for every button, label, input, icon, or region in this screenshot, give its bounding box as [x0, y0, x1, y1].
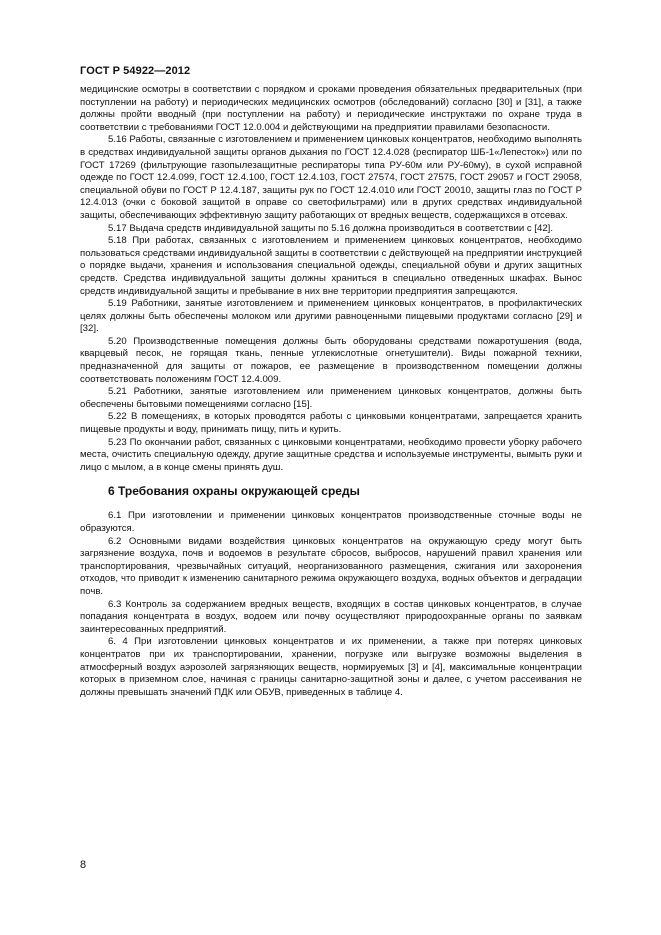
- paragraph-5-18: 5.18 При работах, связанных с изготовлением и применением цинковых концентратов, необходимо пользоваться средствами индивидуальной защиты в соответствии с действующей на предприятии инструкцией о порядке выдачи, хранения и использования специальной одежды, специальной обуви и других защитных средств. Средства индивидуальной защиты должны храниться в специально отведенных шкафах. Вынос средств индивидуальной защиты и пребывание в них вне территории предприятия запрещаются.: [80, 235, 582, 297]
- paragraph-6-1: 6.1 При изготовлении и применении цинковых концентратов производственные сточные воды не образуются.: [80, 510, 582, 534]
- paragraph-6-4: 6. 4 При изготовлении цинковых концентратов и их применении, а также при потерях цинковых концентратов при их транспортировании, хранении, погрузке или выгрузке возможны выделения в атмосферный воздух аэрозолей загрязняющих веществ, нормируемых [3] и [4], максимальные концентрации которых в приземном слое, начиная с границы санитарно-защитной зоны и далее, с учетом рассеивания не должны превышать значений ПДК или ОБУВ, приведенных в таблице 4.: [80, 636, 582, 698]
- paragraph-5-20: 5.20 Производственные помещения должны быть оборудованы средствами пожаротушения (вода, кварцевый песок, не горящая ткань, пенные углекислотные огнетушители). Виды пожарной техники, предназначенной для защиты от пожаров, ее размещение в производственном помещении должны соответствовать положениям ГОСТ 12.4.009.: [80, 335, 582, 385]
- paragraph-continuation: медицинские осмотры в соответствии с порядком и сроками проведения обязательных предварительных (при поступлении на работу) и периодических медицинских осмотров (обследований) согласно [30] и [31], а также должны пройти вводный (при поступлении на работу) и периодические инструктажи по охране труда в соответствии с требованиями ГОСТ 12.0.004 и действующими на предприятии правилами безопасности.: [80, 84, 582, 133]
- paragraph-5-21: 5.21 Работники, занятые изготовлением или применением цинковых концентратов, должны быть обеспечены бытовыми помещениями согласно [15].: [80, 386, 582, 410]
- paragraph-5-16: 5.16 Работы, связанные с изготовлением и применением цинковых концентратов, необходимо выполнять в средствах индивидуальной защиты органов дыхания по ГОСТ 12.4.028 (респиратор ШБ-1«Лепесток») или по ГОСТ 17269 (фильтрующие газопылезащитные респираторы типа РУ-60м или РУ-60му), в сухой исправной одежде по ГОСТ 12.4.099, ГОСТ 12.4.100, ГОСТ 12.4.103, ГОСТ 27574, ГОСТ 27575, ГОСТ 29057 и ГОСТ 29058, специальной обуви по ГОСТ Р 12.4.187, защиты рук по ГОСТ 12.4.010 или ГОСТ 20010, защиты глаз по ГОСТ Р 12.4.013 (очки с боковой защитой в оправе со светофильтрами) или в других средствах индивидуальной защиты, обеспечивающих эффективную защиту работающих от вредных веществ, содержащихся в отсевах.: [80, 134, 582, 221]
- document-header: ГОСТ Р 54922—2012: [80, 65, 191, 77]
- page-number: 8: [80, 859, 87, 871]
- paragraph-5-19: 5.19 Работники, занятые изготовлением и применением цинковых концентратов, в профилактических целях должны быть обеспечены молоком или другими равноценными пищевыми продуктами согласно [29] и [32].: [80, 298, 582, 335]
- section-6-heading: 6 Требования охраны окружающей среды: [108, 484, 360, 499]
- paragraph-5-23: 5.23 По окончании работ, связанных с цинковыми концентратами, необходимо провести уборку рабочего места, очистить специальную одежду, другие защитные средства и используемые инструменты, вымыть руки и лицо с мылом, а в конце смены принять душ.: [80, 436, 582, 473]
- paragraph-5-17: 5.17 Выдача средств индивидуальной защиты по 5.16 должна производиться в соответствии с [42].: [108, 222, 553, 234]
- paragraph-6-3: 6.3 Контроль за содержанием вредных веществ, входящих в состав цинковых концентратов, в случае попадания концентрата в воздух, водоем или почву осуществляют природоохранные органы по заявкам заинтересованных предприятий.: [80, 598, 582, 635]
- paragraph-5-22: 5.22 В помещениях, в которых проводятся работы с цинковыми концентратами, запрещается хранить пищевые продукты и воду, принимать пищу, пить и курить.: [80, 411, 582, 436]
- document-body: [80, 84, 582, 699]
- paragraph-6-2: 6.2 Основными видами воздействия цинковых концентратов на окружающую среду могут быть загрязнение воздуха, почв и водоемов в результате сбросов, выбросов, нарушений правил хранения или транспортирования, чрезвычайных ситуаций, неорганизованного размещения, сжигания или захоронения отходов, что приводит к изменению санитарного режима окружающего воздуха, водных объектов и деградации почв.: [80, 535, 582, 597]
